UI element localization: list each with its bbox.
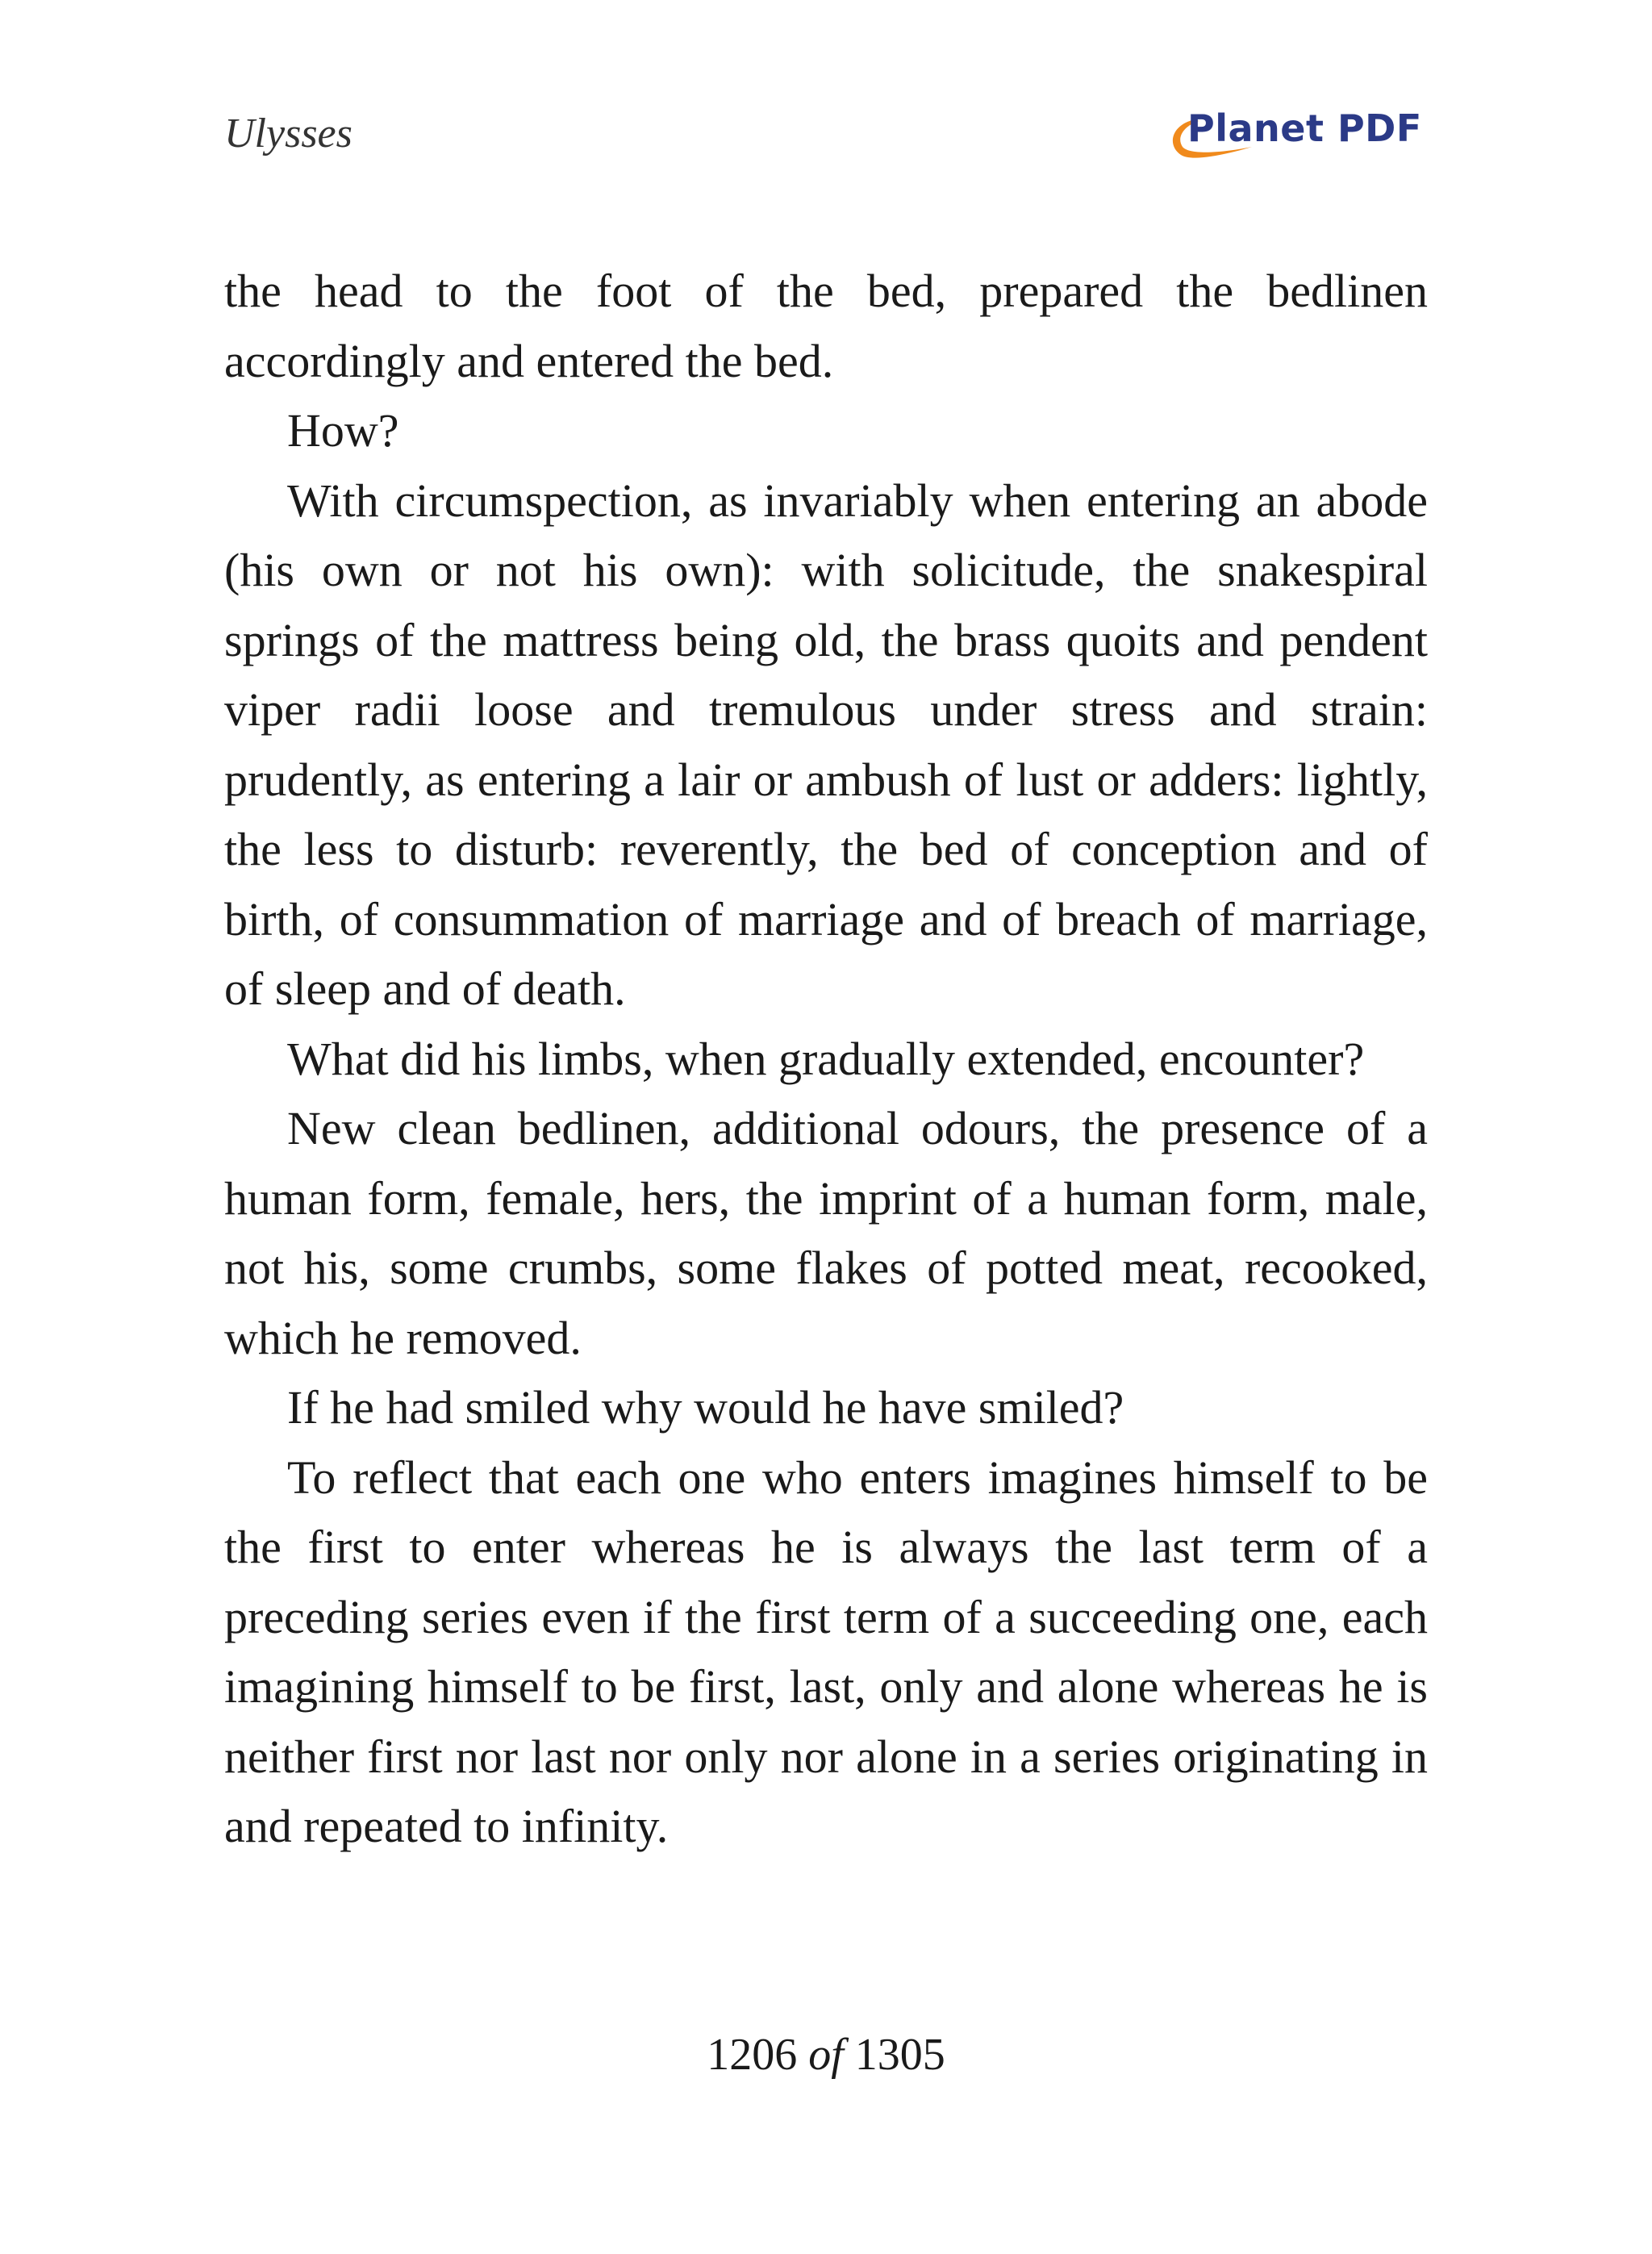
logo-text: Planet PDF <box>1187 106 1422 150</box>
current-page: 1206 <box>707 2030 798 2080</box>
paragraph: How? <box>287 404 399 457</box>
page-number <box>0 2029 1652 2081</box>
paragraph: To reflect that each one who enters imagines himself to be the first to enter whereas he is always the last term of a preceding series even if the first term of a succeeding one, each imagining himself to be first, last, only and alone whereas he is neither first nor last nor only nor alone in a series originating in and repeated to infinity. <box>224 1450 1428 1852</box>
paragraph: New clean bedlinen, additional odours, the presence of a human form, female, hers, the imprint of a human form, male, not his, some crumbs, some flakes of potted meat, recooked, which he removed. <box>224 1102 1428 1364</box>
paragraph: What did his limbs, when gradually extended, encounter? <box>287 1032 1365 1085</box>
paragraph: the head to the foot of the bed, prepared the bedlinen accordingly and entered the bed. <box>224 265 1428 387</box>
paragraph: If he had smiled why would he have smiled? <box>287 1381 1124 1434</box>
total-pages: 1305 <box>854 2030 945 2080</box>
page-header <box>224 105 1428 177</box>
of-label: of <box>808 2030 844 2080</box>
page-body <box>224 257 1428 1862</box>
paragraph: With circumspection, as invariably when entering an abode (his own or not his own): with solicitude, the snakespiral springs of the mattress being old, the brass quoits and pendent viper radii loose and tremulous under stress and strain: prudently, as entering a lair or ambush of lust or adders: lightly, the less to disturb: reverently, the bed of conception and of birth, of consummation of marriage and of breach of marriage, of sleep and of death. <box>224 474 1428 1015</box>
planet-pdf-logo <box>1163 105 1422 169</box>
book-title: Ulysses <box>224 111 353 157</box>
